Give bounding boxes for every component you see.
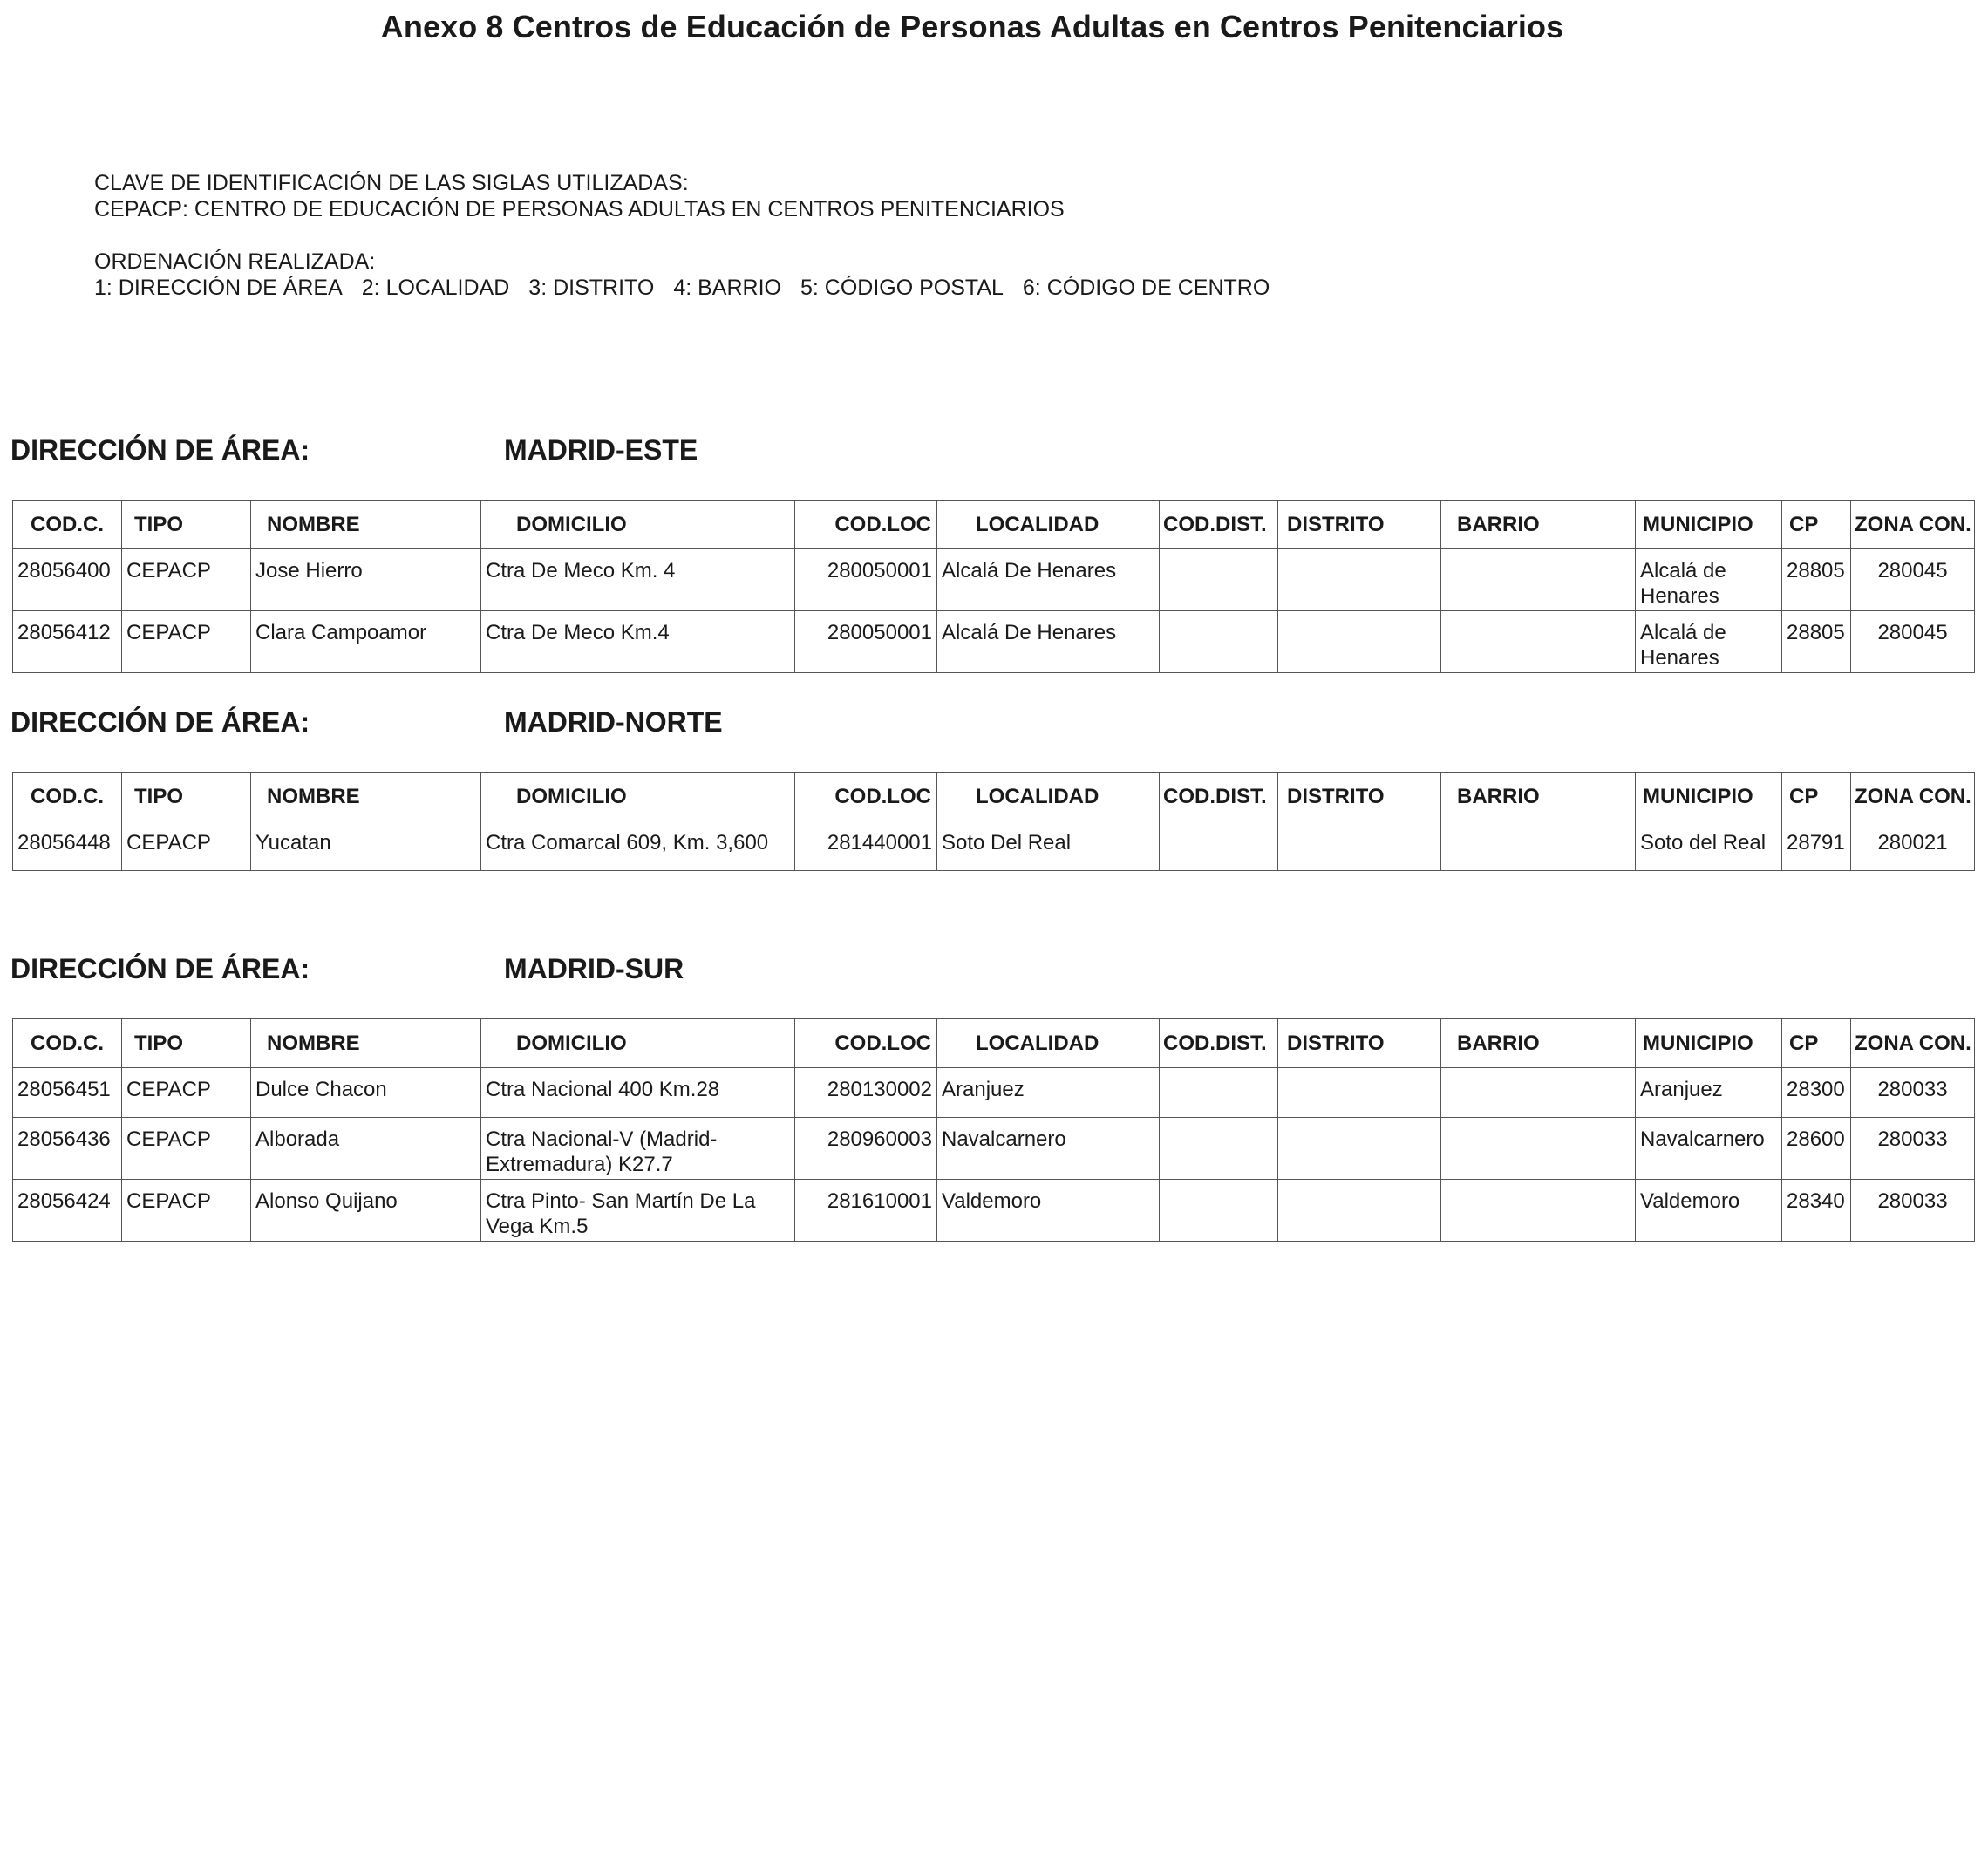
cell-cp: 28805 [1782, 549, 1851, 611]
cell-distrito [1278, 821, 1441, 871]
col-header: CP [1782, 1019, 1851, 1068]
area-label: DIRECCIÓN DE ÁREA: [10, 706, 310, 738]
ordenacion-item: 6: CÓDIGO DE CENTRO [1022, 276, 1270, 300]
cell-municipio-line: Henares [1640, 646, 1719, 670]
cell-distrito [1278, 1118, 1441, 1180]
cell-barrio [1441, 611, 1636, 673]
cell-localidad: Alcalá De Henares [937, 611, 1160, 673]
cell-coddist [1160, 821, 1278, 871]
col-header: NOMBRE [251, 773, 481, 821]
ordenacion-item: 3: DISTRITO [528, 276, 655, 300]
ordenacion-item: 2: LOCALIDAD [361, 276, 510, 300]
col-header: ZONA CON. [1851, 1019, 1975, 1068]
page-title: Anexo 8 Centros de Educación de Personas Adultas en Centros Penitenciarios [380, 9, 1564, 44]
cell-barrio [1441, 549, 1636, 611]
cell-coddist [1160, 549, 1278, 611]
centers-table-norte [12, 772, 1975, 871]
table-row [13, 1118, 1975, 1180]
legend-clave-cepacp: CEPACP: CENTRO DE EDUCACIÓN DE PERSONAS ADULTAS EN CENTROS PENITENCIARIOS [94, 197, 1065, 221]
col-header: NOMBRE [251, 501, 481, 549]
cell-localidad: Navalcarnero [937, 1118, 1160, 1180]
cell-municipio: Soto del Real [1636, 821, 1782, 871]
col-header: DOMICILIO [481, 773, 795, 821]
cell-codc: 28056436 [13, 1118, 122, 1180]
cell-codc: 28056451 [13, 1068, 122, 1118]
cell-distrito [1278, 611, 1441, 673]
cell-tipo: CEPACP [122, 549, 251, 611]
cell-nombre: Clara Campoamor [251, 611, 481, 673]
col-header: CP [1782, 501, 1851, 549]
cell-tipo: CEPACP [122, 611, 251, 673]
col-header: ZONA CON. [1851, 773, 1975, 821]
cell-municipio [1636, 611, 1782, 673]
cell-barrio [1441, 1180, 1636, 1242]
cell-municipio-line: Alcalá de [1640, 621, 1726, 644]
cell-tipo: CEPACP [122, 1180, 251, 1242]
cell-domicilio-line: Vega Km.5 [486, 1215, 589, 1238]
ordenacion-item: 1: DIRECCIÓN DE ÁREA [94, 276, 343, 300]
area-heading-este [10, 434, 698, 467]
cell-cp: 28600 [1782, 1118, 1851, 1180]
col-header: ZONA CON. [1851, 501, 1975, 549]
col-header: TIPO [122, 773, 251, 821]
legend-ordenacion-items [94, 275, 1289, 301]
cell-cp: 28340 [1782, 1180, 1851, 1242]
cell-municipio: Valdemoro [1636, 1180, 1782, 1242]
col-header: NOMBRE [251, 1019, 481, 1068]
legend-block [94, 170, 1289, 301]
cell-municipio-line: Alcalá de [1640, 559, 1726, 582]
col-header: DOMICILIO [481, 1019, 795, 1068]
cell-zona: 280045 [1851, 549, 1975, 611]
col-header: COD.DIST. [1160, 501, 1278, 549]
cell-zona: 280033 [1851, 1068, 1975, 1118]
centers-table-este [12, 500, 1975, 673]
cell-nombre: Alonso Quijano [251, 1180, 481, 1242]
centers-table-sur [12, 1018, 1975, 1242]
cell-codc: 28056448 [13, 821, 122, 871]
cell-barrio [1441, 1118, 1636, 1180]
col-header: BARRIO [1441, 501, 1636, 549]
col-header: MUNICIPIO [1636, 501, 1782, 549]
legend-ordenacion-heading: ORDENACIÓN REALIZADA: [94, 249, 376, 274]
cell-localidad: Soto Del Real [937, 821, 1160, 871]
area-heading-norte [10, 706, 723, 739]
cell-codloc: 281440001 [795, 821, 937, 871]
col-header: MUNICIPIO [1636, 1019, 1782, 1068]
cell-municipio [1636, 549, 1782, 611]
cell-nombre: Alborada [251, 1118, 481, 1180]
cell-tipo: CEPACP [122, 821, 251, 871]
cell-municipio: Aranjuez [1636, 1068, 1782, 1118]
cell-barrio [1441, 1068, 1636, 1118]
col-header: DISTRITO [1278, 501, 1441, 549]
col-header: COD.DIST. [1160, 773, 1278, 821]
area-label: DIRECCIÓN DE ÁREA: [10, 953, 310, 984]
col-header: LOCALIDAD [937, 1019, 1160, 1068]
area-heading-sur [10, 953, 684, 985]
cell-cp: 28805 [1782, 611, 1851, 673]
legend-clave-heading: CLAVE DE IDENTIFICACIÓN DE LAS SIGLAS UTILIZADAS: [94, 171, 689, 195]
cell-codloc: 280960003 [795, 1118, 937, 1180]
cell-domicilio-line: Extremadura) K27.7 [486, 1153, 673, 1176]
cell-codloc: 281610001 [795, 1180, 937, 1242]
col-header: DISTRITO [1278, 1019, 1441, 1068]
col-header: COD.C. [13, 501, 122, 549]
cell-nombre: Yucatan [251, 821, 481, 871]
table-header-row [13, 501, 1975, 549]
cell-domicilio: Ctra De Meco Km. 4 [481, 549, 795, 611]
col-header: COD.LOC [795, 773, 937, 821]
col-header: DISTRITO [1278, 773, 1441, 821]
area-label: DIRECCIÓN DE ÁREA: [10, 434, 310, 466]
cell-codloc: 280050001 [795, 549, 937, 611]
cell-barrio [1441, 821, 1636, 871]
table-row [13, 1068, 1975, 1118]
col-header: COD.C. [13, 773, 122, 821]
cell-domicilio: Ctra De Meco Km.4 [481, 611, 795, 673]
cell-domicilio [481, 1180, 795, 1242]
cell-domicilio: Ctra Nacional 400 Km.28 [481, 1068, 795, 1118]
cell-cp: 28791 [1782, 821, 1851, 871]
cell-codc: 28056412 [13, 611, 122, 673]
area-name: MADRID-SUR [504, 953, 684, 984]
col-header: BARRIO [1441, 1019, 1636, 1068]
col-header: TIPO [122, 1019, 251, 1068]
table-row [13, 821, 1975, 871]
cell-distrito [1278, 1180, 1441, 1242]
cell-coddist [1160, 1180, 1278, 1242]
col-header: COD.DIST. [1160, 1019, 1278, 1068]
cell-codc: 28056424 [13, 1180, 122, 1242]
cell-coddist [1160, 611, 1278, 673]
cell-localidad: Valdemoro [937, 1180, 1160, 1242]
table-row [13, 1180, 1975, 1242]
col-header: LOCALIDAD [937, 501, 1160, 549]
cell-zona: 280033 [1851, 1180, 1975, 1242]
cell-coddist [1160, 1068, 1278, 1118]
cell-localidad: Aranjuez [937, 1068, 1160, 1118]
cell-codloc: 280130002 [795, 1068, 937, 1118]
table-row [13, 549, 1975, 611]
col-header: MUNICIPIO [1636, 773, 1782, 821]
cell-domicilio-line: Ctra Nacional-V (Madrid- [486, 1127, 718, 1151]
cell-municipio: Navalcarnero [1636, 1118, 1782, 1180]
col-header: CP [1782, 773, 1851, 821]
ordenacion-item: 5: CÓDIGO POSTAL [800, 276, 1004, 300]
cell-cp: 28300 [1782, 1068, 1851, 1118]
cell-coddist [1160, 1118, 1278, 1180]
cell-codloc: 280050001 [795, 611, 937, 673]
col-header: LOCALIDAD [937, 773, 1160, 821]
area-name: MADRID-ESTE [504, 434, 698, 466]
col-header: COD.C. [13, 1019, 122, 1068]
cell-distrito [1278, 549, 1441, 611]
cell-municipio-line: Henares [1640, 584, 1719, 608]
cell-localidad: Alcalá De Henares [937, 549, 1160, 611]
cell-distrito [1278, 1068, 1441, 1118]
cell-zona: 280033 [1851, 1118, 1975, 1180]
ordenacion-item: 4: BARRIO [673, 276, 781, 300]
table-row [13, 611, 1975, 673]
table-header-row [13, 1019, 1975, 1068]
cell-tipo: CEPACP [122, 1068, 251, 1118]
cell-codc: 28056400 [13, 549, 122, 611]
col-header: COD.LOC [795, 1019, 937, 1068]
cell-domicilio [481, 1118, 795, 1180]
area-name: MADRID-NORTE [504, 706, 723, 738]
cell-domicilio: Ctra Comarcal 609, Km. 3,600 [481, 821, 795, 871]
cell-domicilio-line: Ctra Pinto- San Martín De La [486, 1189, 756, 1213]
col-header: COD.LOC [795, 501, 937, 549]
col-header: DOMICILIO [481, 501, 795, 549]
cell-nombre: Dulce Chacon [251, 1068, 481, 1118]
cell-nombre: Jose Hierro [251, 549, 481, 611]
col-header: BARRIO [1441, 773, 1636, 821]
cell-tipo: CEPACP [122, 1118, 251, 1180]
col-header: TIPO [122, 501, 251, 549]
cell-zona: 280021 [1851, 821, 1975, 871]
cell-zona: 280045 [1851, 611, 1975, 673]
table-header-row [13, 773, 1975, 821]
